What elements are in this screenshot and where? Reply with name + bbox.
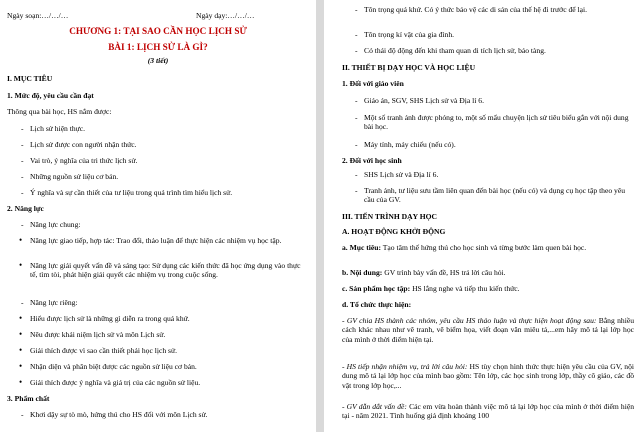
goal-paragraph: [342, 243, 632, 252]
specific-competence-item: • Giải thích được vì sao cần thiết phải học lịch sử.: [30, 346, 177, 355]
goal-item: - Những nguồn sử liệu cơ bản.: [30, 172, 118, 181]
subsection-quality: 3. Phẩm chất: [7, 394, 50, 403]
specific-competence-label: - Năng lực riêng:: [30, 298, 78, 307]
section-process: III. TIẾN TRÌNH DẠY HỌC: [342, 212, 438, 221]
para3-italic: - GV dẫn dắt vấn đề:: [342, 402, 407, 411]
teacher-item: - Giáo án, SGV, SHS Lịch sử và Địa lí 6.: [364, 96, 484, 105]
para2-italic: - HS tiếp nhận nhiệm vụ, trả lời câu hỏi:: [342, 362, 468, 371]
prep-date: Ngày soạn:…/…/…: [7, 11, 69, 20]
para1-text: Bằng nhiều cách khác nhau như vẽ tranh, vẽ biểm họa, viết đoạn văn miêu tả,...em hãy mô tả lại lớp học của mình ở thời điểm hiện tại.: [342, 316, 634, 344]
lesson-periods: (3 tiết): [147, 56, 169, 65]
document-page-right: [324, 0, 640, 432]
quality-item: - Tôn trọng kí vật của gia đình.: [364, 30, 454, 39]
goal-item: - Vai trò, ý nghĩa của tri thức lịch sử.: [30, 156, 137, 165]
subsection-requirements: 1. Mức độ, yêu cầu cần đạt: [7, 91, 94, 100]
organization-paragraph-2: [342, 362, 634, 390]
product-text: HS lắng nghe và tiếp thu kiến thức.: [412, 284, 520, 293]
goal-item: - Lịch sử hiện thực.: [30, 124, 85, 133]
student-item: - Tranh ảnh, tư liệu sưu tầm liên quan đến bài học (nếu có) và dụng cụ học tập theo yêu cầu của GV.: [364, 186, 630, 205]
subsection-competence: 2. Năng lực: [7, 204, 44, 213]
para3-text: Các em vừa hoàn thành việc mô tả lại lớp học của mình ở thời điểm hiện tại - năm 2021. Tình huống giả định khoảng 100: [342, 402, 635, 421]
organization-label: d. Tổ chức thực hiện:: [342, 300, 412, 309]
document-page-left: [0, 0, 316, 432]
teacher-heading: 1. Đối với giáo viên: [342, 79, 404, 88]
goal-label: a. Mục tiêu:: [342, 243, 382, 252]
intro-text: Thông qua bài học, HS nắm được:: [7, 107, 112, 116]
product-label: c. Sản phẩm học tập:: [342, 284, 411, 293]
quality-item: - Tôn trọng quá khứ. Có ý thức bảo vệ các di sản của thế hệ đi trước để lại.: [364, 5, 626, 14]
teacher-item: - Một số tranh ảnh được phóng to, một số mẩu chuyện lịch sử tiêu biểu gắn với nội dung bài học.: [364, 113, 630, 132]
organization-paragraph-3: [342, 402, 634, 421]
student-heading: 2. Đối với học sinh: [342, 156, 402, 165]
teach-date: Ngày dạy:…/…/…: [196, 11, 255, 20]
specific-competence-item: • Nhận diện và phân biệt được các nguồn sử liệu cơ bản.: [30, 362, 197, 371]
general-competence-item: • Năng lực giao tiếp, hợp tác: Trao đổi, thảo luận để thực hiện các nhiệm vụ học tập.: [30, 236, 302, 245]
general-competence-item: • Năng lực giải quyết vấn đề và sáng tạo: Sử dụng các kiến thức đã học ứng dụng vào thực tế, tìm tòi, phát hiện giải quyết các nhiệm vụ trong cuộc sống.: [30, 261, 302, 280]
goal-item: - Lịch sử được con người nhận thức.: [30, 140, 137, 149]
general-competence-label: - Năng lực chung:: [30, 220, 81, 229]
lesson-title: BÀI 1: LỊCH SỬ LÀ GÌ?: [108, 42, 208, 52]
quality-item: - Khơi dậy sự tò mò, hứng thú cho HS đối với môn Lịch sử.: [30, 410, 208, 419]
quality-item: - Có thái độ động đến khi tham quan di tích lịch sử, bảo tàng.: [364, 46, 546, 55]
specific-competence-item: • Nêu được khái niệm lịch sử và môn Lịch sử.: [30, 330, 165, 339]
section-objectives: I. MỤC TIÊU: [7, 74, 53, 83]
goal-item: - Ý nghĩa và sự cần thiết của tư liệu trong quá trình tìm hiểu lịch sử.: [30, 188, 232, 197]
section-equipment: II. THIẾT BỊ DẠY HỌC VÀ HỌC LIỆU: [342, 63, 476, 72]
content-text: GV trình bày vấn đề, HS trả lời câu hỏi.: [384, 268, 506, 277]
organization-paragraph-1: [342, 316, 634, 344]
student-item: - SHS Lịch sử và Địa lí 6.: [364, 170, 438, 179]
specific-competence-item: • Giải thích được ý nghĩa và giá trị của các nguồn sử liệu.: [30, 378, 200, 387]
specific-competence-item: • Hiểu được lịch sử là những gì diễn ra trong quá khứ.: [30, 314, 190, 323]
product-paragraph: [342, 284, 632, 293]
para2-text: HS tùy chọn hình thức thực hiện yêu cầu của GV, nội dung mô tả lại lớp học của mình bao gồm: Tên lớp, các học sinh trong lớp, thầy cô giáo, các đồ vật trong lớp học,...: [342, 362, 634, 390]
para1-italic: - GV chia HS thành các nhóm, yêu cầu HS thảo luận và thực hiện hoạt động sau:: [342, 316, 597, 325]
activity-heading: A. HOẠT ĐỘNG KHỞI ĐỘNG: [342, 227, 446, 236]
teacher-item: - Máy tính, máy chiếu (nếu có).: [364, 140, 456, 149]
content-paragraph: [342, 268, 632, 277]
content-label: b. Nội dung:: [342, 268, 383, 277]
chapter-title: CHƯƠNG 1: TẠI SAO CẦN HỌC LỊCH SỬ: [69, 26, 247, 36]
goal-text: Tạo tâm thế hứng thú cho học sinh và từng bước làm quen bài học.: [382, 243, 587, 252]
